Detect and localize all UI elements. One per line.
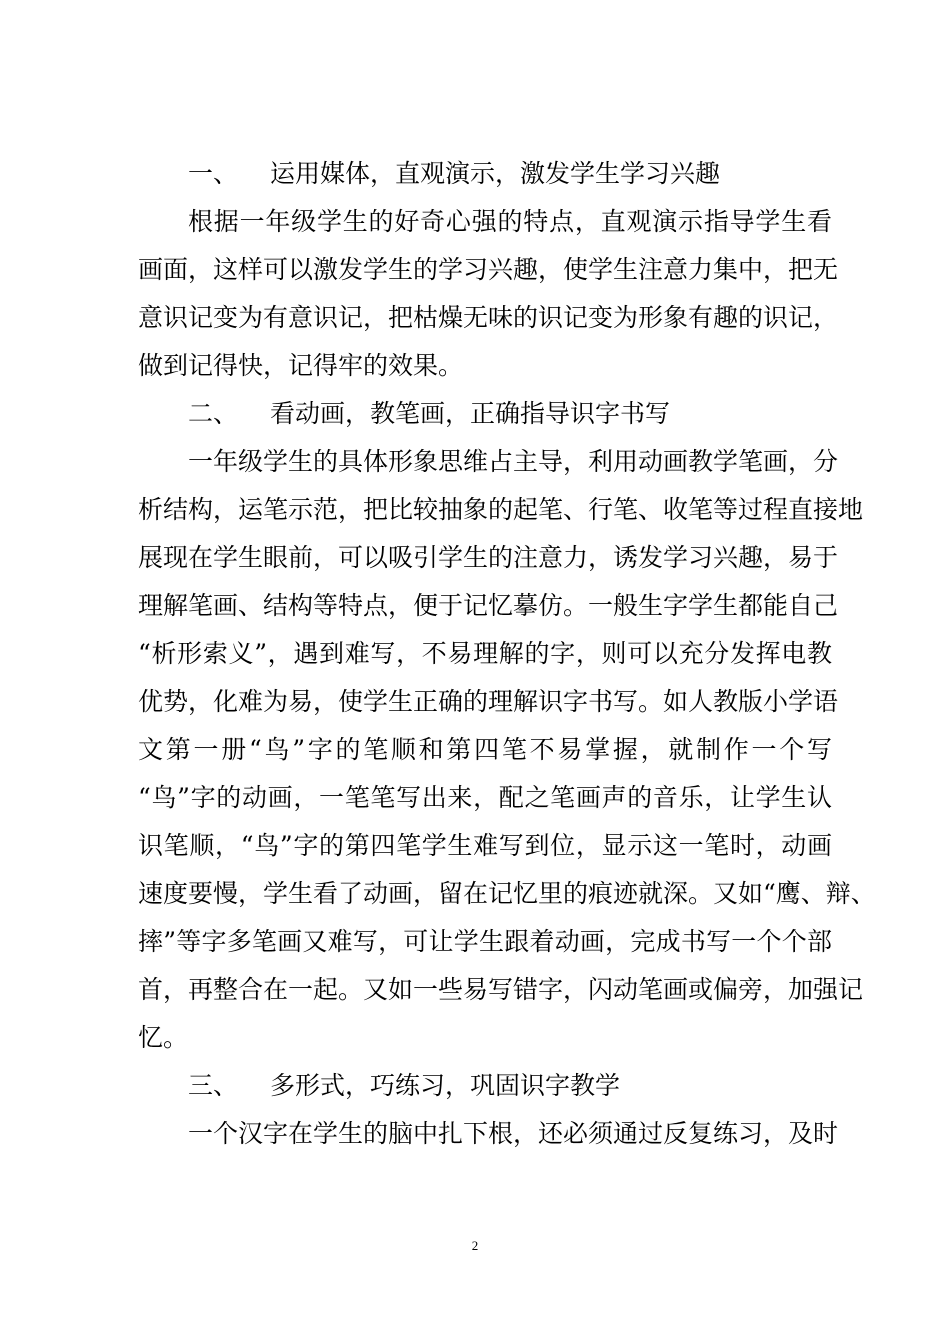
section-title: 多形式，巧练习，巩固识字教学 (270, 1071, 621, 1100)
paragraph-1 (138, 198, 839, 390)
paragraph-line: 做到记得快，记得牢的效果。 (138, 351, 464, 380)
section-number: 一、 (188, 159, 239, 188)
paragraph-line: 摔”等字多笔画又难写，可让学生跟着动画，完成书写一个个部 (138, 927, 832, 956)
paragraph-line: 首，再整合在一起。又如一些易写错字，闪动笔画或偏旁，加强记 (138, 975, 864, 1004)
section-number: 二、 (188, 399, 239, 428)
paragraph-line: 根据一年级学生的好奇心强的特点，直观演示指导学生看 (188, 207, 832, 236)
section-number: 三、 (188, 1071, 239, 1100)
section-title: 运用媒体，直观演示，激发学生学习兴趣 (270, 159, 721, 188)
paragraph-line: 文第一册“鸟”字的笔顺和第四笔不易掌握，就制作一个写 (138, 735, 832, 764)
paragraph-line: 展现在学生眼前，可以吸引学生的注意力，诱发学习兴趣，易于 (138, 543, 839, 572)
paragraph-line: 析结构，运笔示范，把比较抽象的起笔、行笔、收笔等过程直接地 (138, 495, 864, 524)
paragraph-line: 优势，化难为易，使学生正确的理解识字书写。如人教版小学语 (138, 687, 839, 716)
paragraph-line: 画面，这样可以激发学生的学习兴趣，使学生注意力集中，把无 (138, 255, 839, 284)
section-heading-1 (138, 150, 832, 198)
section-title: 看动画，教笔画，正确指导识字书写 (270, 399, 671, 428)
paragraph-line: “鸟”字的动画，一笔笔写出来，配之笔画声的音乐，让学生认 (138, 783, 832, 812)
paragraph-2 (138, 438, 876, 1062)
paragraph-3 (138, 1110, 839, 1158)
paragraph-line: 一年级学生的具体形象思维占主导，利用动画教学笔画，分 (188, 447, 839, 476)
section-heading-2 (138, 390, 832, 438)
paragraph-line: 意识记变为有意识记，把枯燥无味的识记变为形象有趣的识记， (138, 303, 839, 332)
paragraph-line: 忆。 (138, 1023, 189, 1052)
paragraph-line: 一个汉字在学生的脑中扎下根，还必须通过反复练习，及时 (188, 1119, 839, 1148)
section-heading-3 (138, 1062, 832, 1110)
paragraph-line: 理解笔画、结构等特点，便于记忆摹仿。一般生字学生都能自己 (138, 591, 839, 620)
page-number: 2 (471, 1238, 479, 1253)
paragraph-line: 速度要慢，学生看了动画，留在记忆里的痕迹就深。又如“鹰、辩、 (138, 879, 876, 908)
paragraph-line: 识笔顺，“鸟”字的第四笔学生难写到位，显示这一笔时，动画 (138, 831, 832, 860)
paragraph-line: “析形索义”，遇到难写，不易理解的字，则可以充分发挥电教 (138, 639, 832, 668)
document-body (138, 150, 876, 1158)
